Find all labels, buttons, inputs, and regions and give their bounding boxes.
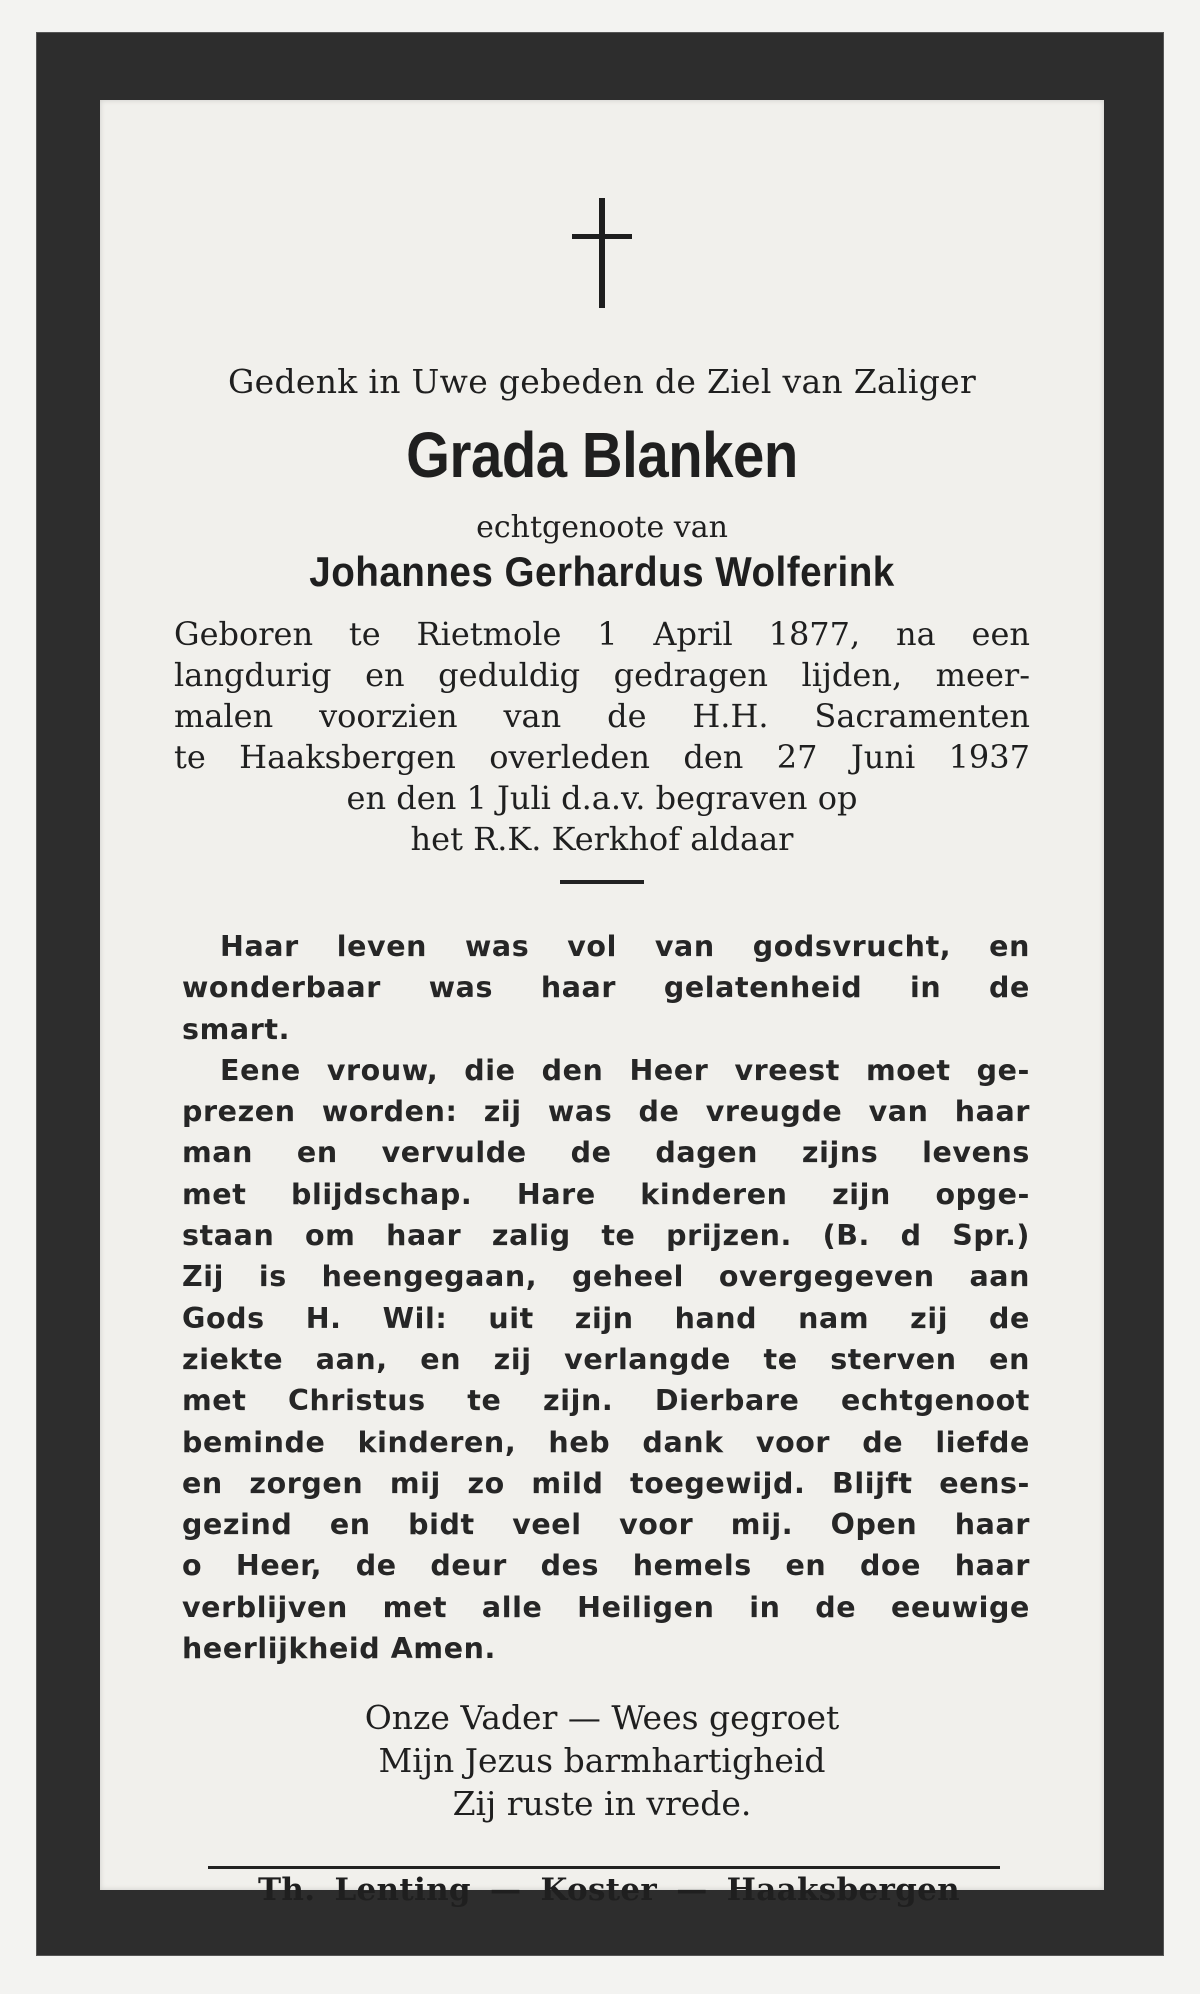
prayer-line: Zij ruste in vrede. bbox=[452, 1784, 752, 1823]
mourning-card bbox=[36, 32, 1164, 1956]
short-divider bbox=[560, 880, 644, 884]
verse-line: verblijven met alle Heiligen in de eeuwige bbox=[182, 1590, 1030, 1624]
biography-line: malen voorzien van de H.H. Sacramenten bbox=[174, 697, 1030, 735]
verse-line: o Heer, de deur des hemels en doe haar bbox=[182, 1549, 1030, 1583]
verse-line: Zij is heengegaan, geheel overgegeven aan bbox=[182, 1260, 1030, 1294]
verse-line: ziekte aan, en zij verlangde te sterven en bbox=[182, 1342, 1030, 1376]
biography-line: te Haaksbergen overleden den 27 Juni 1937 bbox=[174, 738, 1030, 776]
verse-line: smart. bbox=[182, 1012, 290, 1046]
verse-line: met blijdschap. Hare kinderen zijn opge- bbox=[182, 1177, 1030, 1211]
prayer-line: Onze Vader — Wees gegroet bbox=[364, 1698, 840, 1737]
biography-block bbox=[174, 614, 1030, 860]
verse-block bbox=[182, 926, 1030, 1669]
verse-line: beminde kinderen, heb dank voor de liefde bbox=[182, 1425, 1030, 1459]
verse-line: en zorgen mij zo mild toegewijd. Blijft eens- bbox=[182, 1466, 1030, 1500]
biography-line: langdurig en geduldig gedragen lijden, meer- bbox=[174, 656, 1030, 694]
biography-line: het R.K. Kerkhof aldaar bbox=[410, 820, 794, 858]
prayer-block bbox=[100, 1696, 1104, 1825]
verse-line: prezen worden: zij was de vreugde van haar bbox=[182, 1095, 1030, 1129]
verse-line: Eene vrouw, die den Heer vreest moet ge- bbox=[220, 1053, 1030, 1087]
spouse-name: Johannes Gerhardus Wolferink bbox=[309, 548, 895, 595]
prayer-line: Mijn Jezus barmhartigheid bbox=[378, 1741, 826, 1780]
verse-line: met Christus te zijn. Dierbare echtgenoot bbox=[182, 1384, 1030, 1418]
verse-line: heerlijkheid Amen. bbox=[182, 1632, 496, 1666]
footer-divider bbox=[208, 1866, 1000, 1869]
verse-line: wonderbaar was haar gelatenheid in de bbox=[182, 971, 1030, 1005]
printer-credit: Th. Lenting — Koster — Haaksbergen bbox=[258, 1872, 960, 1908]
card-paper bbox=[100, 100, 1104, 1908]
cross-icon bbox=[572, 198, 632, 308]
verse-line: staan om haar zalig te prijzen. (B. d Spr.) bbox=[182, 1219, 1030, 1253]
biography-line: en den 1 Juli d.a.v. begraven op bbox=[346, 779, 858, 817]
verse-line: Haar leven was vol van godsvrucht, en bbox=[220, 930, 1030, 963]
biography-line: Geboren te Rietmole 1 April 1877, na een bbox=[174, 615, 1030, 653]
verse-line: man en vervulde de dagen zijns levens bbox=[182, 1136, 1030, 1170]
deceased-name: Grada Blanken bbox=[406, 419, 798, 491]
verse-line: Gods H. Wil: uit zijn hand nam zij de bbox=[182, 1301, 1030, 1335]
spouse-label: echtgenoote van bbox=[476, 510, 728, 545]
memorial-heading: Gedenk in Uwe gebeden de Ziel van Zaliger bbox=[227, 362, 977, 401]
verse-line: gezind en bidt veel voor mij. Open haar bbox=[182, 1508, 1030, 1542]
